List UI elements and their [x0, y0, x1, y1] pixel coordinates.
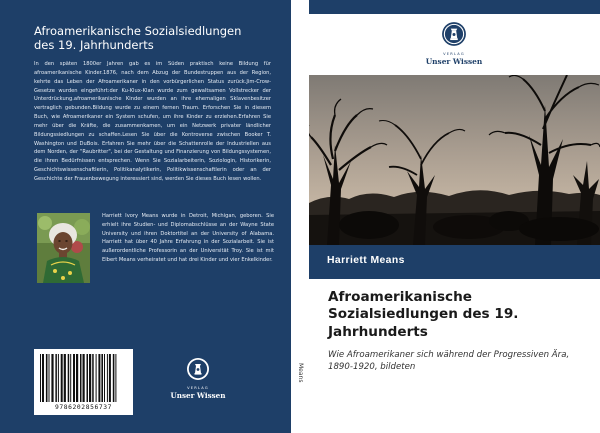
lantern-emblem-icon — [441, 21, 467, 47]
back-title-line-1: Afroamerikanische Sozialsiedlungen — [34, 24, 242, 38]
cover-photo — [309, 75, 600, 245]
publisher-logo-back — [168, 357, 228, 399]
barcode — [34, 349, 133, 415]
spine — [291, 0, 309, 433]
author-band — [309, 245, 600, 279]
front-subtitle — [328, 349, 596, 374]
front-subtitle-line-2: 1890-1920, bildeten — [328, 362, 416, 373]
author-bio: Harriett Ivory Means wurde in Detroit, Michigan, geboren. Sie erhielt ihre Studien- und Diplomabschlüsse an der Wayne State University und ihren Doktortitel an der University of Alabama. Harriett hat über 40 Jahre Erfahrung in der Sozialarbeit. Sie ist außerordentliche Professorin an der Universität Troy. Sie ist mit Elbert Means verheiratet und hat drei Kinder und vier Enkelkinder. — [102, 213, 274, 263]
front-cover — [309, 0, 600, 433]
back-title — [34, 24, 274, 52]
front-title-line-2: Sozialsiedlungen des 19. — [328, 306, 519, 323]
front-title-line-1: Afroamerikanische — [328, 289, 472, 305]
back-cover — [0, 0, 291, 433]
front-title-line-3: Jahrhunderts — [328, 323, 428, 340]
front-author: Harriett Means — [327, 255, 405, 266]
lantern-emblem-icon — [186, 357, 210, 381]
back-title-line-2: des 19. Jahrhunderts — [34, 38, 154, 52]
tree-silhouette-photo — [309, 75, 600, 245]
publisher-verlag-front: VERLAG — [443, 52, 465, 56]
publisher-name-front: Unser Wissen — [425, 57, 483, 66]
front-title — [328, 289, 588, 341]
spine-author: Means — [297, 363, 304, 383]
barcode-digits: 9786202856737 — [54, 404, 113, 411]
front-subtitle-line-1: Wie Afroamerikaner sich während der Progressiven Ära, — [328, 350, 570, 360]
back-blurb: In den späten 1800er Jahren gab es im Süden praktisch keine Bildung für afroamerikanische Kinder.1876, nach dem Abzug der Bundestruppen aus der Region, kehrte das Leben der Afroamerikaner in den vorbürgerlichen Status zurück.Jim-Crow-Gesetze wurden eingeführt:der Ku-Klux-Klan wurde zum gewaltsamen Vollstrecker der Unterdrückung.afroamerikanische Kinder wurden an ihre ehemaligen Sklavenbesitzer vertraglich gebunden.Bildung wurde zu einem fernen Traum. Erforschen Sie in diesem Buch, wie Afroamerikaner ein System schufen, um ihre Kinder zu erziehen.Erfahren Sie mehr über die Kräfte, die zusammenkamen, um ein Netzwerk privater ländlicher Bildungssiedlungen zu schaffen.Lesen Sie über die Kontroverse zwischen Booker T. Washington und DuBois. Erfahren Sie mehr über die Schattenrolle der Industriellen aus dem Norden, der "Raubritter", bei der Gestaltung und Finanzierung von Bildungssystemen, die ihren Bedürfnissen entsprechen. Wenn Sie Sozialarbeiterin, Soziologin, Historikerin, Geschichtswissenschaftlerin, Politikanalytikerin, Politikwissenschaftlerin oder an der Geschichte der Frauenbewegung interessiert sind, werden Sie dieses Buch lesen wollen. — [34, 61, 271, 182]
front-top-bar — [309, 0, 600, 14]
publisher-logo-front — [409, 21, 499, 67]
author-portrait-image — [37, 213, 90, 283]
author-photo — [37, 213, 90, 283]
barcode-icon — [34, 349, 133, 405]
publisher-verlag-back: VERLAG — [187, 386, 209, 390]
publisher-name-back: Unser Wissen — [170, 391, 226, 400]
